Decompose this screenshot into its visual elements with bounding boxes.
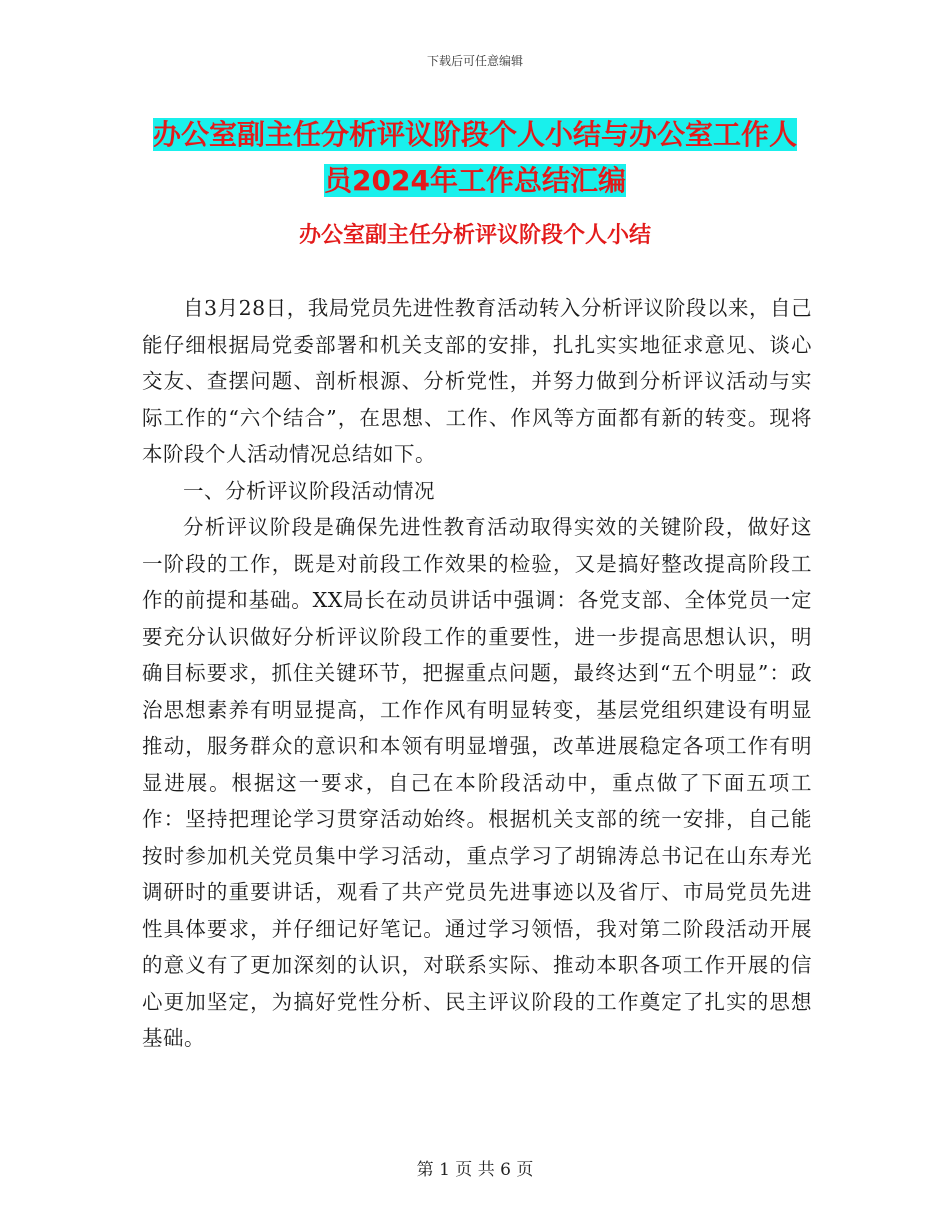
page-number: 第 1 页 共 6 页 — [416, 1160, 534, 1180]
paragraph-main: 分析评议阶段是确保先进性教育活动取得实效的关键阶段，做好这一阶段的工作，既是对前段工作效果的检验，又是搞好整改提高阶段工作的前提和基础。XX局长在动员讲话中强调：各党支部、全体党员一定要充分认识做好分析评议阶段工作的重要性，进一步提高思想认识，明确目标要求，抓住关键环节，把握重点问题，最终达到“五个明显”：政治思想素养有明显提高，工作作风有明显转变，基层党组织建设有明显推动，服务群众的意识和本领有明显增强，改革进展稳定各项工作有明显进展。根据这一要求，自己在本阶段活动中，重点做了下面五项工作：坚持把理论学习贯穿活动始终。根据机关支部的统一安排，自己能按时参加机关党员集中学习活动，重点学习了胡锦涛总书记在山东寿光调研时的重要讲话，观看了共产党员先进事迹以及省厅、市局党员先进性具体要求，并仔细记好笔记。通过学习领悟，我对第二阶段活动开展的意义有了更加深刻的认识，对联系实际、推动本职各项工作开展的信心更加坚定，为搞好党性分析、民主评议阶段的工作奠定了扎实的思想基础。 — [142, 515, 812, 1050]
body-content — [142, 290, 812, 1057]
paragraph-intro: 自3月28日，我局党员先进性教育活动转入分析评议阶段以来，自己能仔细根据局党委部署和机关支部的安排，扎扎实实地征求意见、谈心交友、查摆问题、剖析根源、分析党性，并努力做到分析评议活动与实际工作的“六个结合”，在思想、工作、作风等方面都有新的转变。现将本阶段个人活动情况总结如下。 — [142, 296, 812, 466]
document-title-line-2: 员2024年工作总结汇编 — [324, 164, 626, 197]
header-note: 下载后可任意编辑 — [426, 54, 523, 68]
document-title-line-1: 办公室副主任分析评议阶段个人小结与办公室工作人 — [152, 118, 797, 151]
section-title: 办公室副主任分析评议阶段个人小结 — [298, 223, 651, 248]
document-title — [0, 112, 950, 204]
paragraph-heading-1: 一、分析评议阶段活动情况 — [183, 478, 435, 503]
